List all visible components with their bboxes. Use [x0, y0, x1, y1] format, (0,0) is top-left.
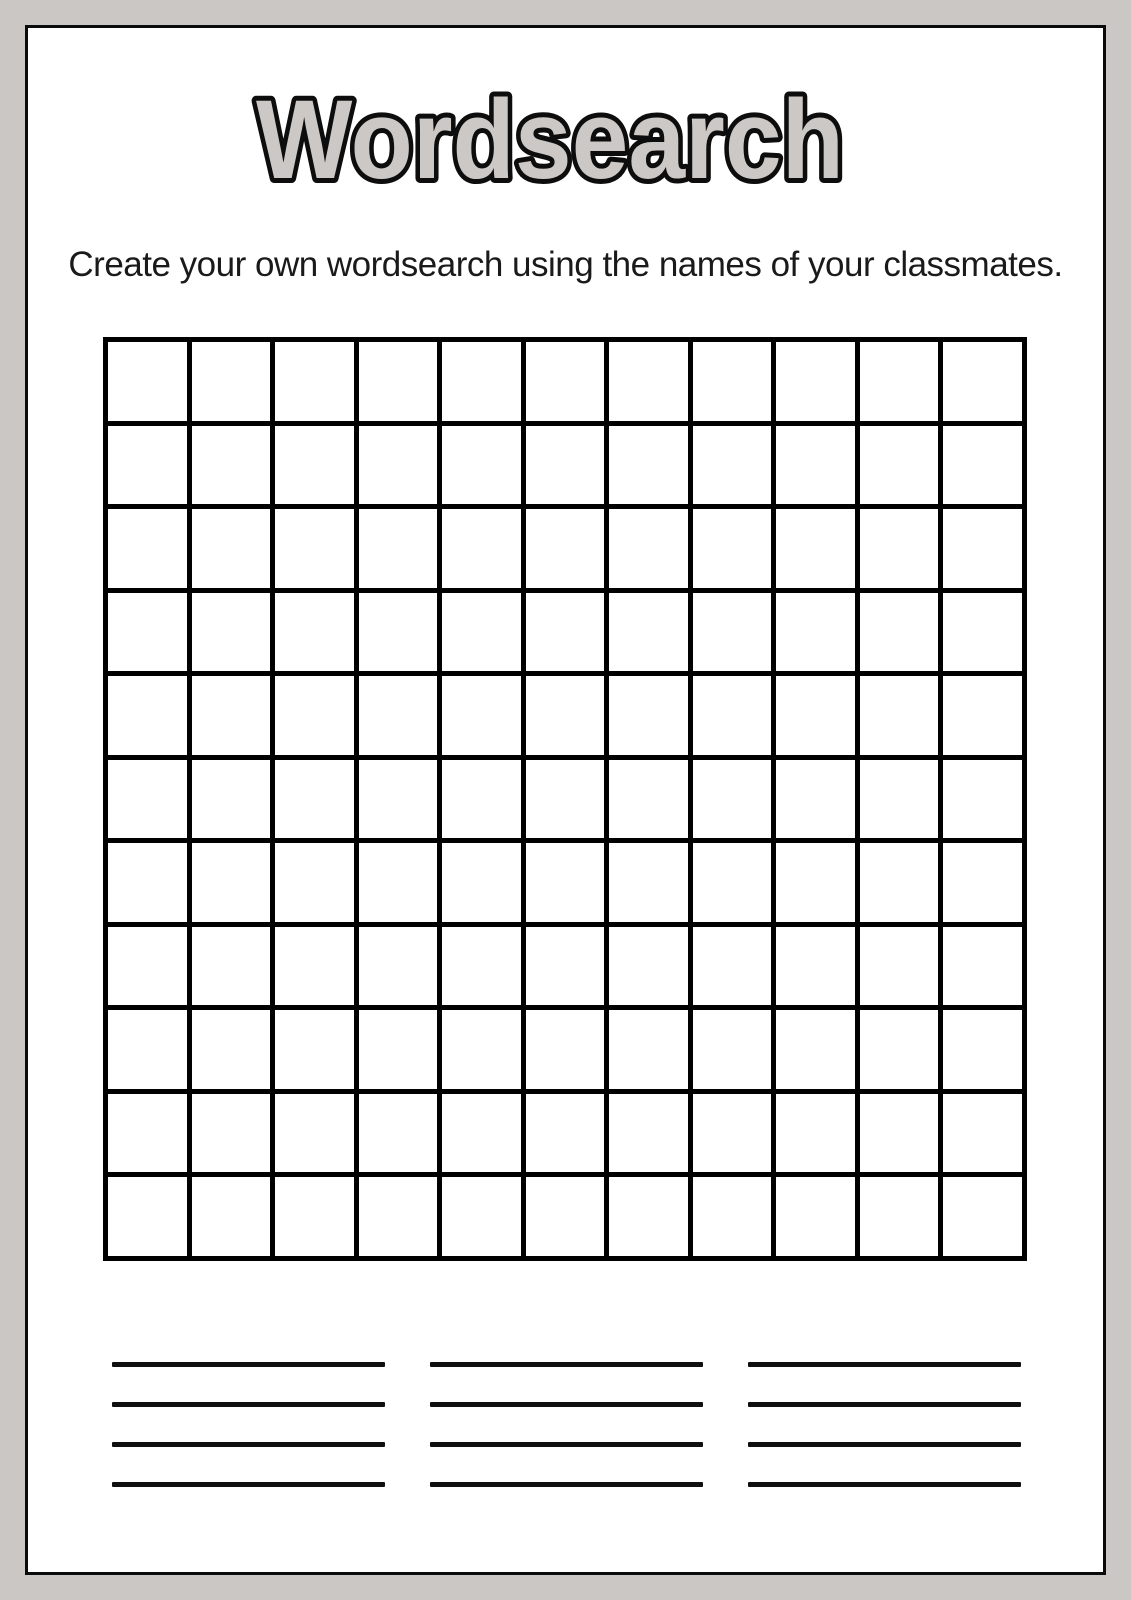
grid-cell: [192, 593, 271, 672]
answer-lines-section: [112, 1362, 1021, 1487]
grid-cell: [526, 509, 605, 588]
grid-cell: [860, 927, 939, 1006]
answer-line: [748, 1402, 1021, 1407]
grid-cell: [609, 593, 688, 672]
grid-cell: [693, 593, 772, 672]
grid-cell: [609, 760, 688, 839]
instruction-text: Create your own wordsearch using the names of your classmates.: [68, 245, 1063, 284]
grid-cell: [359, 593, 438, 672]
grid-cell: [943, 927, 1022, 1006]
grid-cell: [108, 342, 187, 421]
grid-cell: [609, 1094, 688, 1173]
grid-cell: [359, 1094, 438, 1173]
grid-cell: [693, 676, 772, 755]
grid-cell: [442, 593, 521, 672]
answer-line: [430, 1362, 703, 1367]
grid-cell: [609, 342, 688, 421]
answer-line: [748, 1482, 1021, 1487]
grid-cell: [526, 1177, 605, 1256]
grid-cell: [943, 1177, 1022, 1256]
grid-cell: [275, 593, 354, 672]
grid-cell: [860, 1177, 939, 1256]
grid-cell: [693, 342, 772, 421]
answer-line-column: [112, 1362, 385, 1487]
grid-cell: [860, 342, 939, 421]
grid-cell: [275, 760, 354, 839]
grid-cell: [693, 927, 772, 1006]
answer-line: [112, 1482, 385, 1487]
grid-cell: [192, 1010, 271, 1089]
grid-cell: [192, 1177, 271, 1256]
grid-cell: [275, 1010, 354, 1089]
grid-cell: [776, 927, 855, 1006]
grid-cell: [108, 843, 187, 922]
grid-cell: [359, 760, 438, 839]
grid-cell: [442, 760, 521, 839]
grid-cell: [943, 760, 1022, 839]
grid-cell: [526, 1094, 605, 1173]
grid-cell: [776, 1010, 855, 1089]
grid-cell: [693, 509, 772, 588]
grid-cell: [108, 1177, 187, 1256]
grid-cell: [860, 760, 939, 839]
grid-cell: [526, 760, 605, 839]
grid-cell: [359, 676, 438, 755]
grid-cell: [192, 927, 271, 1006]
grid-cell: [108, 927, 187, 1006]
grid-cell: [359, 426, 438, 505]
grid-cell: [359, 1010, 438, 1089]
grid-cell: [860, 593, 939, 672]
grid-cell: [526, 843, 605, 922]
grid-cell: [776, 1177, 855, 1256]
grid-cell: [275, 927, 354, 1006]
grid-cell: [609, 676, 688, 755]
grid-cell: [776, 342, 855, 421]
grid-cell: [860, 843, 939, 922]
grid-cell: [776, 593, 855, 672]
grid-cell: [192, 426, 271, 505]
grid-cell: [192, 509, 271, 588]
answer-line-column: [748, 1362, 1021, 1487]
answer-line: [112, 1362, 385, 1367]
grid-cell: [609, 1010, 688, 1089]
grid-cell: [526, 1010, 605, 1089]
grid-cell: [192, 676, 271, 755]
grid-cell: [108, 426, 187, 505]
grid-cell: [776, 1094, 855, 1173]
grid-cell: [943, 1094, 1022, 1173]
grid-cell: [693, 426, 772, 505]
grid-cell: [943, 843, 1022, 922]
grid-cell: [693, 1010, 772, 1089]
grid-cell: [192, 342, 271, 421]
grid-cell: [943, 509, 1022, 588]
grid-cell: [943, 342, 1022, 421]
grid-cell: [359, 342, 438, 421]
grid-cell: [275, 509, 354, 588]
grid-cell: [108, 760, 187, 839]
grid-cell: [108, 676, 187, 755]
grid-cell: [526, 676, 605, 755]
grid-cell: [192, 1094, 271, 1173]
grid-cell: [776, 509, 855, 588]
grid-cell: [860, 1094, 939, 1173]
grid-cell: [943, 593, 1022, 672]
grid-cell: [609, 426, 688, 505]
grid-cell: [776, 426, 855, 505]
grid-cell: [108, 593, 187, 672]
grid-cell: [442, 509, 521, 588]
grid-cell: [442, 342, 521, 421]
grid-cell: [609, 1177, 688, 1256]
answer-line: [748, 1362, 1021, 1367]
grid-cell: [442, 927, 521, 1006]
grid-cell: [359, 1177, 438, 1256]
grid-cell: [776, 760, 855, 839]
grid-cell: [442, 1094, 521, 1173]
grid-cell: [609, 843, 688, 922]
grid-cell: [192, 843, 271, 922]
grid-cell: [526, 593, 605, 672]
grid-cell: [442, 1010, 521, 1089]
grid-cell: [860, 509, 939, 588]
grid-cell: [108, 509, 187, 588]
grid-cell: [943, 426, 1022, 505]
grid-cell: [359, 843, 438, 922]
grid-cell: [275, 843, 354, 922]
grid-cell: [526, 927, 605, 1006]
answer-line: [430, 1442, 703, 1447]
grid-cell: [609, 927, 688, 1006]
grid-cell: [860, 676, 939, 755]
grid-cell: [359, 509, 438, 588]
answer-line: [748, 1442, 1021, 1447]
grid-cell: [693, 1177, 772, 1256]
grid-cell: [442, 843, 521, 922]
grid-cell: [275, 1177, 354, 1256]
grid-cell: [860, 1010, 939, 1089]
grid-cell: [776, 843, 855, 922]
grid-cell: [526, 426, 605, 505]
grid-cell: [609, 509, 688, 588]
worksheet-title: [28, 78, 1103, 228]
answer-line-column: [430, 1362, 703, 1487]
grid-cell: [776, 676, 855, 755]
grid-cell: [693, 1094, 772, 1173]
grid-cell: [442, 676, 521, 755]
grid-cell: [275, 426, 354, 505]
worksheet-page: [25, 25, 1106, 1575]
grid-cell: [860, 426, 939, 505]
grid-cell: [693, 760, 772, 839]
title-text: Wordsearch: [256, 78, 844, 202]
answer-line: [112, 1402, 385, 1407]
answer-line: [112, 1442, 385, 1447]
wordsearch-grid: [103, 337, 1027, 1261]
grid-cell: [943, 676, 1022, 755]
grid-cell: [442, 1177, 521, 1256]
grid-cell: [693, 843, 772, 922]
grid-cell: [108, 1094, 187, 1173]
grid-cell: [275, 1094, 354, 1173]
grid-cell: [943, 1010, 1022, 1089]
grid-cell: [275, 676, 354, 755]
grid-cell: [192, 760, 271, 839]
answer-line: [430, 1402, 703, 1407]
grid-cell: [442, 426, 521, 505]
grid-cell: [108, 1010, 187, 1089]
grid-cell: [526, 342, 605, 421]
grid-cell: [275, 342, 354, 421]
answer-line: [430, 1482, 703, 1487]
grid-cell: [359, 927, 438, 1006]
